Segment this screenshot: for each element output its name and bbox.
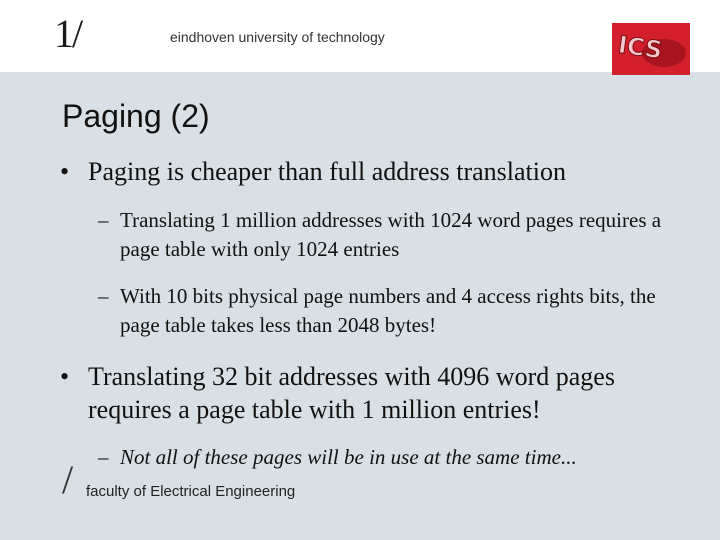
bullet-marker: • xyxy=(60,157,70,186)
footer-slash-logo: / xyxy=(62,457,74,502)
bullet-text: Translating 32 bit addresses with 4096 word pages requires a page table with 1 million entries! xyxy=(88,362,615,424)
sub-bullet-text: Translating 1 million addresses with 1024 word pages requires a page table with only 1024 entries xyxy=(120,208,662,261)
bullet-text: Paging is cheaper than full address translation xyxy=(88,157,566,186)
sub-bullet-marker: – xyxy=(98,284,109,308)
sub-bullet-text: Not all of these pages will be in use at the same time... xyxy=(120,445,577,469)
bullet-marker: • xyxy=(60,362,70,391)
ics-logo-text: ICS xyxy=(616,30,665,65)
tue-logo: 1/ xyxy=(54,11,82,56)
sub-bullet-marker: – xyxy=(98,445,109,469)
sub-bullet-text: With 10 bits physical page numbers and 4 access rights bits, the page table takes less than 2048 bytes! xyxy=(120,284,656,337)
faculty-name: faculty of Electrical Engineering xyxy=(86,483,296,500)
slide-title: Paging (2) xyxy=(62,98,210,134)
ics-logo xyxy=(612,23,690,75)
header-bar xyxy=(0,0,720,72)
university-name: eindhoven university of technology xyxy=(170,29,385,45)
sub-bullet-marker: – xyxy=(98,208,109,232)
